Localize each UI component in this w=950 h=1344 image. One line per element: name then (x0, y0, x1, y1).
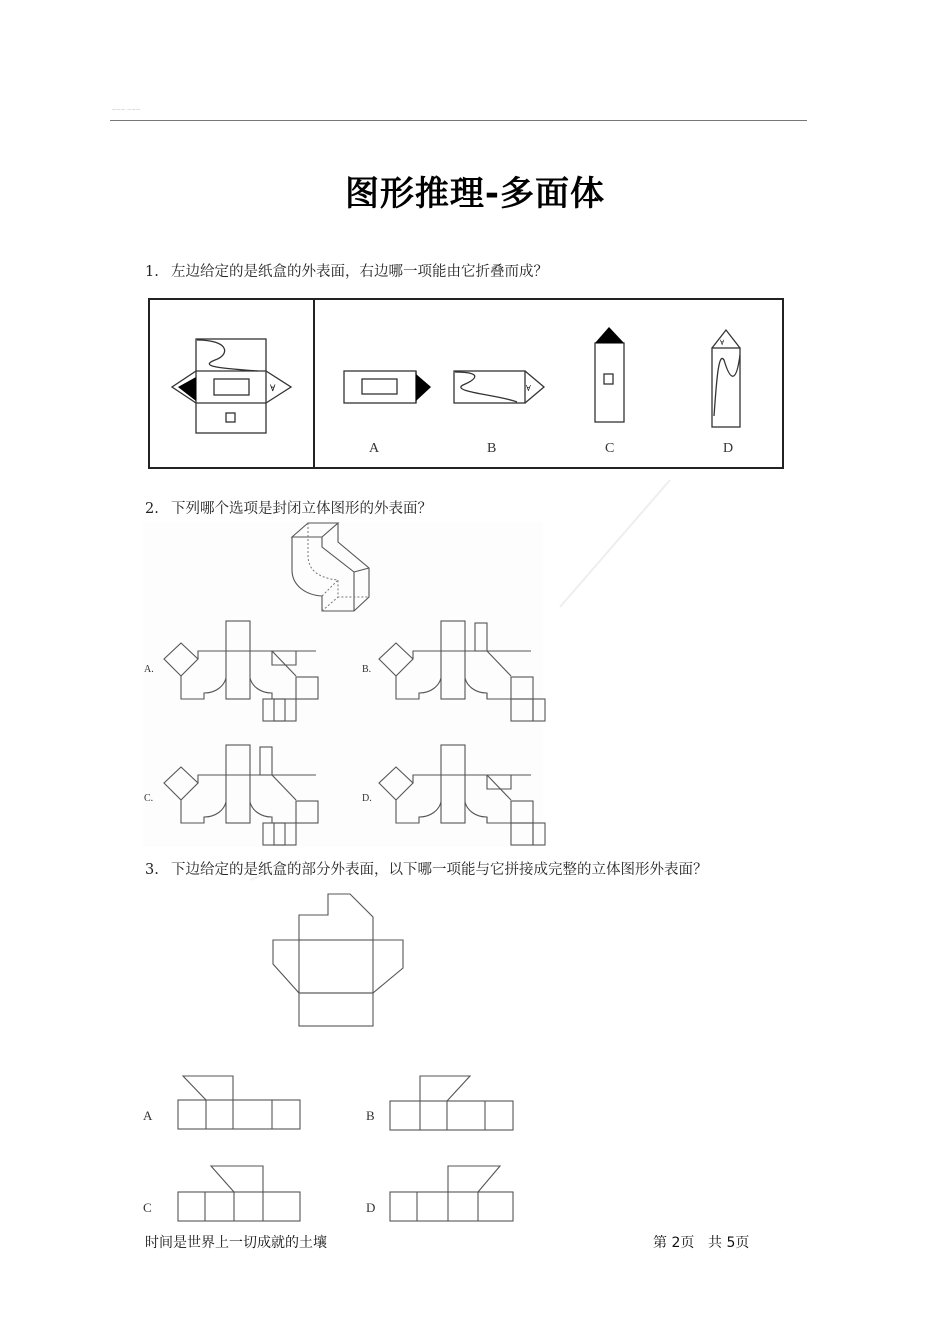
footer-total-pages: 共 5页 (708, 1235, 750, 1251)
question-number: 1. (145, 264, 159, 280)
q3-option-d[interactable]: D (366, 1200, 376, 1215)
svg-text:∀: ∀ (526, 384, 531, 393)
question-text: 下边给定的是纸盒的部分外表面，以下哪一项能与它拼接成完整的立体图形外表面？ (171, 862, 708, 878)
q3-option-a[interactable]: A (143, 1108, 153, 1123)
q2-option-b[interactable]: B. (362, 664, 372, 675)
svg-text:∀: ∀ (720, 339, 725, 347)
question-number: 3. (145, 862, 159, 878)
q1-option-c[interactable]: C (605, 441, 615, 456)
footer-motto: 时间是世界上一切成就的土壤 (145, 1235, 327, 1251)
svg-text:∀: ∀ (270, 384, 276, 394)
q1-option-d[interactable]: D (723, 441, 734, 456)
q1-option-b[interactable]: B (487, 441, 497, 456)
q3-option-b[interactable]: B (366, 1108, 375, 1123)
question-text: 下列哪个选项是封闭立体图形的外表面？ (171, 501, 432, 517)
question-number: 2. (145, 501, 159, 517)
q1-option-a[interactable]: A (369, 441, 380, 456)
page-title: 图形推理-多面体 (344, 174, 606, 214)
q3-option-c[interactable]: C (143, 1200, 152, 1215)
q2-option-c[interactable]: C. (144, 793, 154, 804)
q2-option-a[interactable]: A. (144, 664, 154, 675)
q2-option-d[interactable]: D. (362, 793, 372, 804)
header-tiny-text: ——— ——— (112, 107, 141, 112)
footer-page-number: 第 2页 (653, 1235, 695, 1251)
question-text: 左边给定的是纸盒的外表面，右边哪一项能由它折叠而成？ (171, 264, 548, 280)
